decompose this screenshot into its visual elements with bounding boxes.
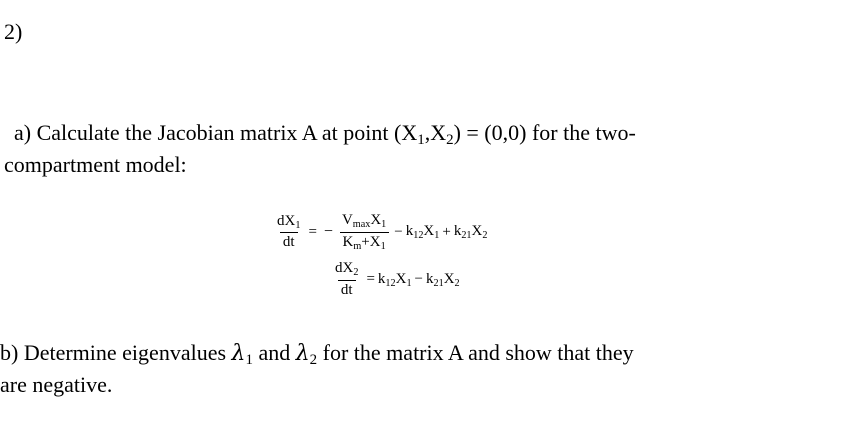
eq1-term3-x-sub: 2 <box>482 229 488 241</box>
equation-1 <box>272 212 692 252</box>
eq2-term2-x-sub: 2 <box>454 277 460 289</box>
eq1-den-k: K <box>342 233 354 250</box>
part-b-text <box>0 338 840 400</box>
part-a-line1-sub1: 1 <box>417 132 425 149</box>
eq2-term2-x: X <box>443 270 455 287</box>
eq1-num-v: V <box>341 212 353 228</box>
lambda-1-symbol: λ <box>231 341 246 366</box>
eq1-term3-k: k <box>453 223 462 240</box>
eq2-term1-x-sub: 1 <box>406 277 412 289</box>
eq1-equals: = <box>308 223 317 240</box>
eq1-term2-x-sub: 1 <box>434 229 440 241</box>
eq1-term2-x: X <box>423 223 435 240</box>
part-a-line-1 <box>4 118 834 150</box>
lambda-2-symbol: λ <box>295 341 310 366</box>
eq1-michaelis-fraction <box>339 212 389 252</box>
eq2-term1-k-sub: 12 <box>385 277 396 289</box>
part-a-line1-pre: a) Calculate the Jacobian matrix A at point (X <box>14 120 418 145</box>
eq1-term3-operator: + <box>442 223 451 240</box>
eq1-lhs-num-text: dX <box>277 212 296 229</box>
eq1-lhs-numerator <box>274 213 303 233</box>
equation-block <box>272 212 692 299</box>
eq1-num-x-sub: 1 <box>381 218 387 230</box>
eq1-lhs-denominator: dt <box>280 232 298 251</box>
equation-2 <box>330 260 692 299</box>
eq1-num-v-sub: max <box>352 218 371 230</box>
eq2-term2 <box>426 271 460 289</box>
part-b-line-2: are negative. <box>0 372 113 398</box>
part-a-text <box>4 118 834 180</box>
part-a-line1-sub2: 2 <box>446 132 454 149</box>
eq2-equals: = <box>366 271 375 288</box>
eq1-lhs-fraction <box>274 213 303 252</box>
eq2-term2-k-sub: 21 <box>433 277 444 289</box>
lambda-2-sub: 2 <box>309 352 318 369</box>
part-b-line1-mid: and <box>252 340 296 365</box>
eq2-term1-x: X <box>395 270 407 287</box>
eq1-num-x: X <box>370 212 382 228</box>
eq1-den-k-sub: m <box>353 240 362 252</box>
eq1-term3-x: X <box>471 223 483 240</box>
eq1-term3 <box>454 223 488 241</box>
eq1-frac-denominator <box>340 232 389 253</box>
eq1-den-plusx: +X <box>361 233 381 250</box>
lambda-1-sub: 1 <box>245 352 253 369</box>
eq2-term1-k: k <box>377 270 386 287</box>
eq1-lhs-num-sub: 1 <box>295 219 301 231</box>
eq2-term2-operator: − <box>414 271 423 288</box>
part-a-line1-post: ) = (0,0) for the two- <box>453 120 636 145</box>
eq1-leading-minus: − <box>323 223 333 241</box>
eq2-lhs-fraction <box>332 260 361 299</box>
eq2-lhs-num-sub: 2 <box>353 266 359 278</box>
eq1-term2-k: k <box>405 223 414 240</box>
eq2-lhs-denominator: dt <box>338 280 356 299</box>
part-b-line1-post: for the matrix A and show that they <box>317 340 634 365</box>
eq1-term2-operator: − <box>394 223 403 240</box>
eq2-term1 <box>378 271 412 289</box>
part-a-line1-mid: ,X <box>424 120 447 145</box>
eq2-lhs-num-text: dX <box>335 260 354 277</box>
eq2-lhs-numerator <box>332 260 361 280</box>
part-b-line1-pre: b) Determine eigenvalues <box>0 340 232 365</box>
eq1-den-x-sub: 1 <box>380 240 386 252</box>
eq1-term2-k-sub: 12 <box>413 229 424 241</box>
question-number: 2) <box>4 19 23 44</box>
part-a-line-2: compartment model: <box>4 152 187 178</box>
eq1-frac-numerator <box>339 212 389 232</box>
eq1-term2 <box>406 223 440 241</box>
eq2-term2-k: k <box>426 270 434 287</box>
part-b-line-1 <box>0 338 840 370</box>
eq1-term3-k-sub: 21 <box>461 229 472 241</box>
